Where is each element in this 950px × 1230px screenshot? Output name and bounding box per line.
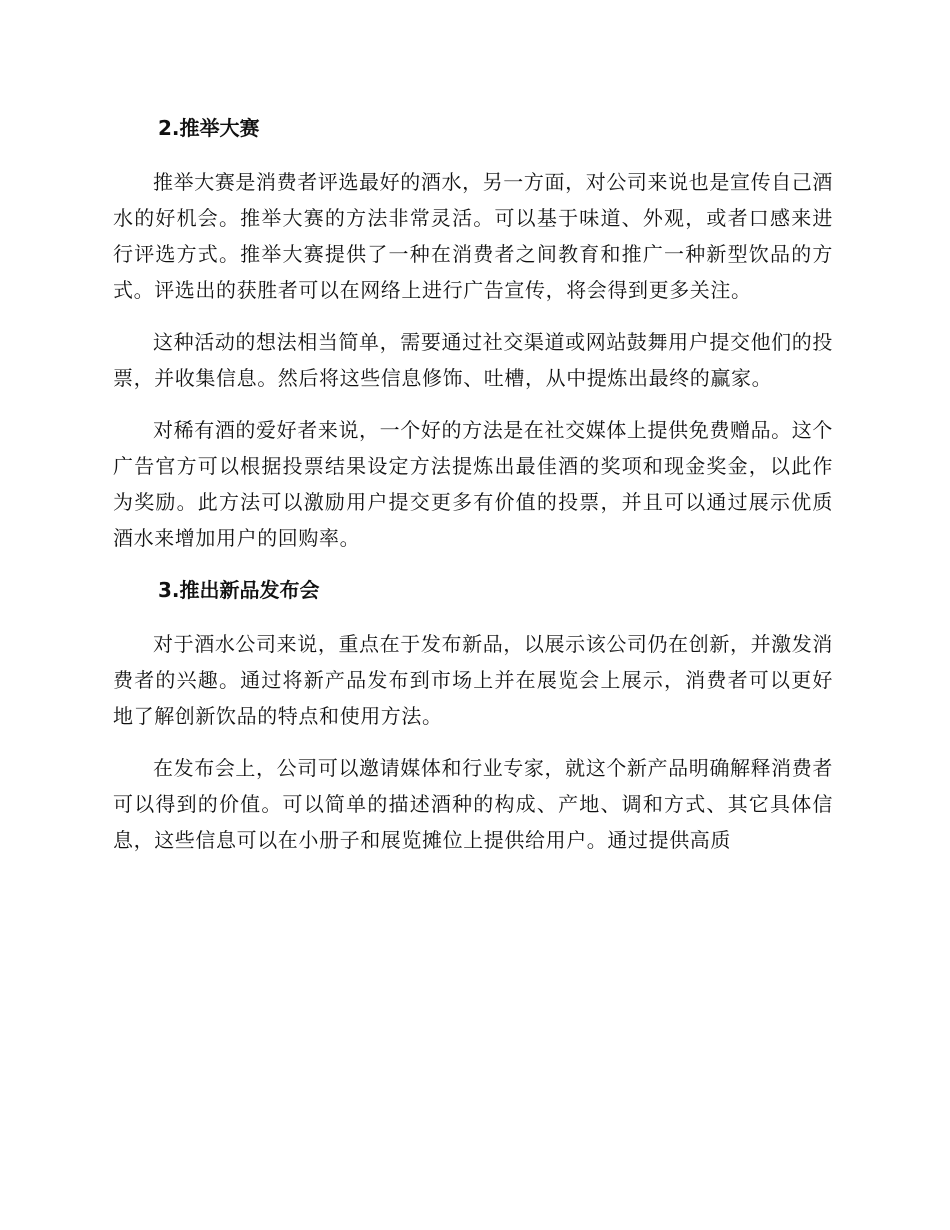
paragraph-launch-details: 在发布会上，公司可以邀请媒体和行业专家，就这个新产品明确解释消费者可以得到的价值。可以简单的描述酒种的构成、产地、调和方式、其它具体信息，这些信息可以在小册子和展览摊位上提供给用户。通过提供高质 — [113, 756, 833, 852]
paragraph-launch-intro: 对于酒水公司来说，重点在于发布新品，以展示该公司仍在创新，并激发消费者的兴趣。通过将新产品发布到市场上并在展览会上展示，消费者可以更好地了解创新饮品的特点和使用方法。 — [113, 632, 833, 728]
section-heading-contest: 2.推举大赛 — [158, 116, 260, 140]
paragraph-contest-intro: 推举大赛是消费者评选最好的酒水，另一方面，对公司来说也是宣传自己酒水的好机会。推举大赛的方法非常灵活。可以基于味道、外观，或者口感来进行评选方式。推举大赛提供了一种在消费者之间教育和推广一种新型饮品的方式。评选出的获胜者可以在网络上进行广告宣传，将会得到更多关注。 — [113, 170, 833, 302]
paragraph-contest-giveaway: 对稀有酒的爱好者来说，一个好的方法是在社交媒体上提供免费赠品。这个广告官方可以根据投票结果设定方法提炼出最佳酒的奖项和现金奖金，以此作为奖励。此方法可以激励用户提交更多有价值的投票，并且可以通过展示优质酒水来增加用户的回购率。 — [113, 418, 833, 550]
paragraph-contest-idea: 这种活动的想法相当简单，需要通过社交渠道或网站鼓舞用户提交他们的投票，并收集信息。然后将这些信息修饰、吐槽，从中提炼出最终的赢家。 — [113, 330, 833, 390]
section-heading-launch-event: 3.推出新品发布会 — [158, 578, 320, 602]
document-body — [113, 110, 833, 874]
